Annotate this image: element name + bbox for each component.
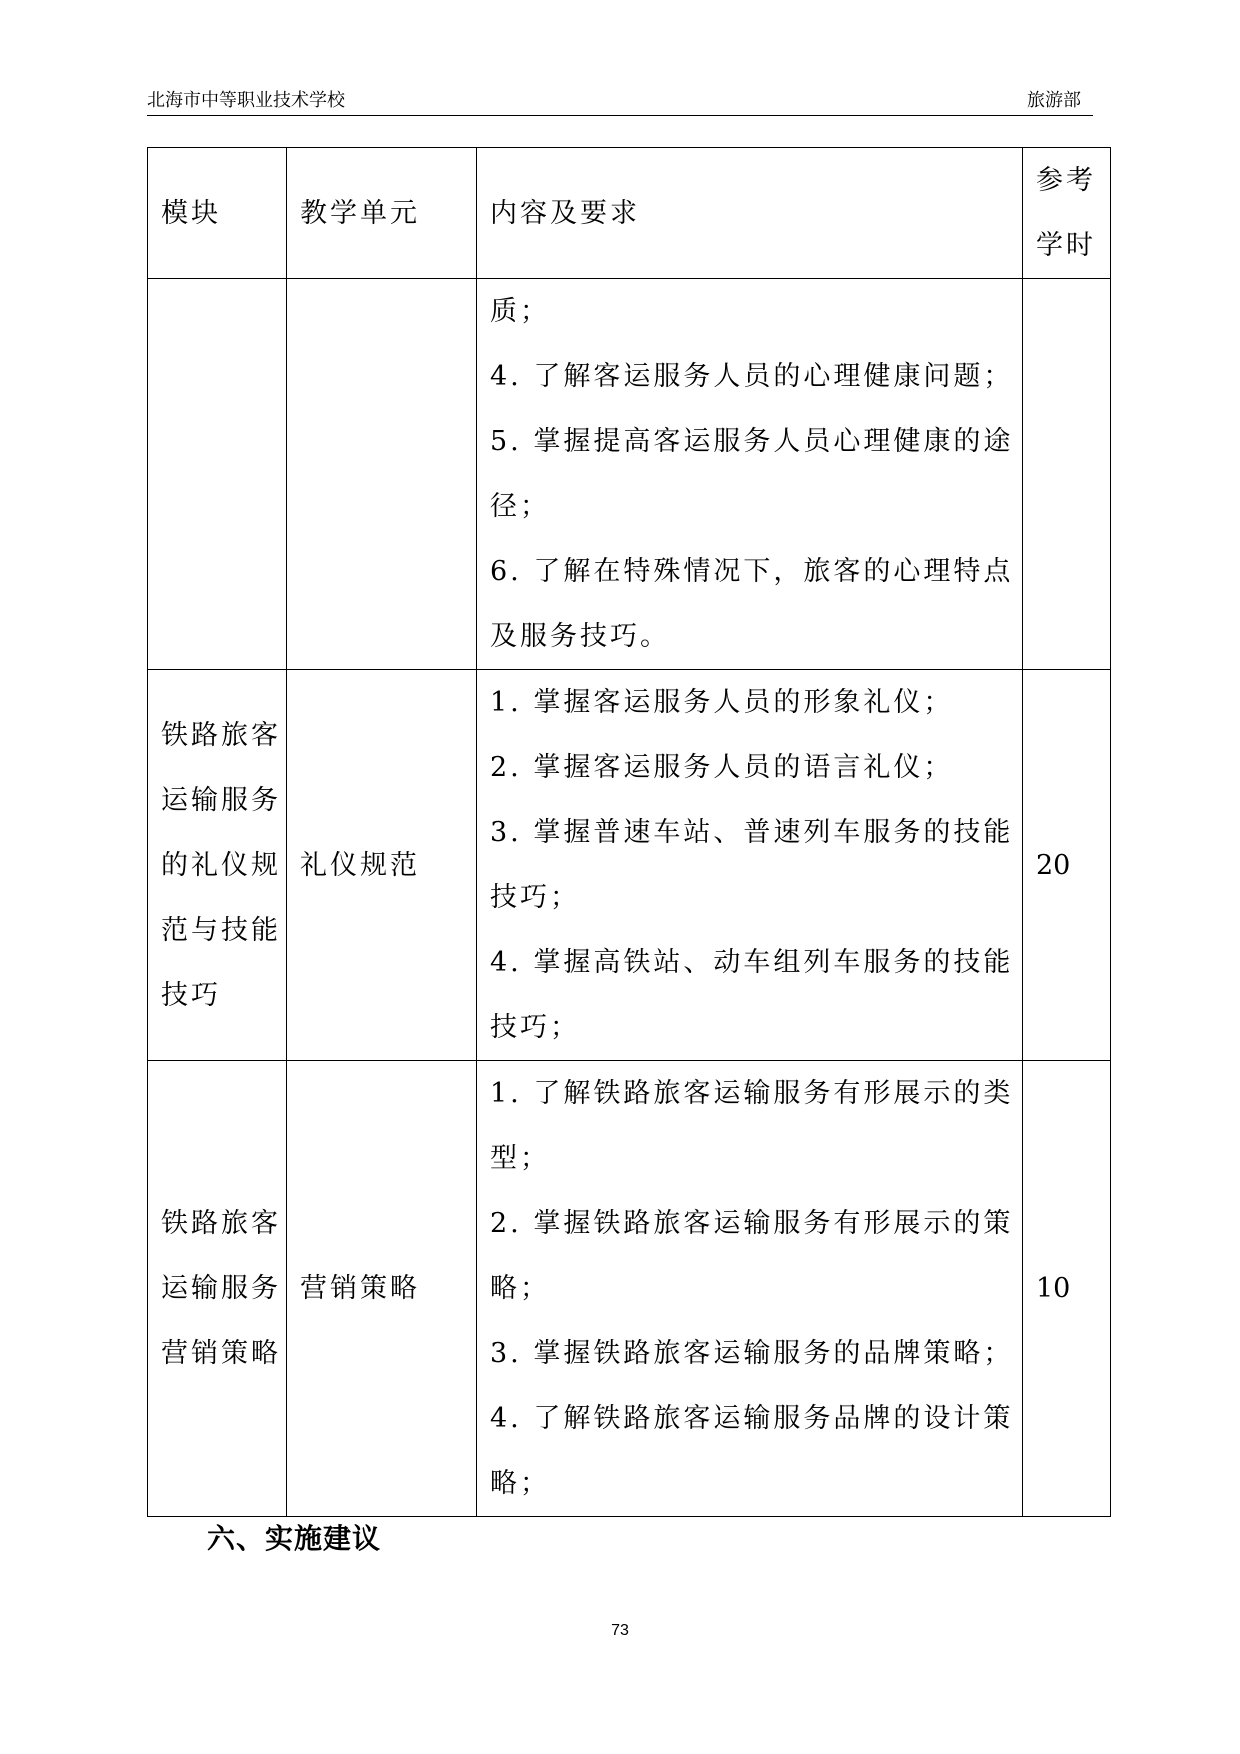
page-header	[147, 82, 1093, 116]
unit-cell: 礼仪规范	[287, 670, 477, 1061]
content-cell: 1. 了解铁路旅客运输服务有形展示的类 型； 2. 掌握铁路旅客运输服务有形展示的策 略； 3. 掌握铁路旅客运输服务的品牌策略； 4. 了解铁路旅客运输服务品牌的设计策 略；	[477, 1061, 1023, 1517]
header-unit: 教学单元	[287, 148, 477, 279]
module-cell: 铁路旅客 运输服务 的礼仪规 范与技能 技巧	[148, 670, 287, 1061]
syllabus-table	[147, 147, 1111, 1517]
school-name: 北海市中等职业技术学校	[147, 90, 345, 111]
module-cell	[148, 279, 287, 670]
hours-cell	[1023, 279, 1111, 670]
table-row	[148, 670, 1111, 1061]
header-content: 内容及要求	[477, 148, 1023, 279]
department-name: 旅游部	[1027, 90, 1081, 111]
table-header-row	[148, 148, 1111, 279]
unit-cell: 营销策略	[287, 1061, 477, 1517]
table-row	[148, 279, 1111, 670]
header-hours: 参考 学时	[1023, 148, 1111, 279]
page-number: 73	[611, 1622, 629, 1639]
content-cell: 1. 掌握客运服务人员的形象礼仪； 2. 掌握客运服务人员的语言礼仪； 3. 掌握普速车站、普速列车服务的技能 技巧； 4. 掌握高铁站、动车组列车服务的技能 技巧；	[477, 670, 1023, 1061]
table-row	[148, 1061, 1111, 1517]
header-module: 模块	[148, 148, 287, 279]
module-cell: 铁路旅客 运输服务 营销策略	[148, 1061, 287, 1517]
hours-cell: 10	[1023, 1061, 1111, 1517]
hours-cell: 20	[1023, 670, 1111, 1061]
section-title: 六、实施建议	[207, 1522, 382, 1555]
content-cell: 质； 4. 了解客运服务人员的心理健康问题； 5. 掌握提高客运服务人员心理健康的途 径； 6. 了解在特殊情况下，旅客的心理特点 及服务技巧。	[477, 279, 1023, 670]
unit-cell	[287, 279, 477, 670]
